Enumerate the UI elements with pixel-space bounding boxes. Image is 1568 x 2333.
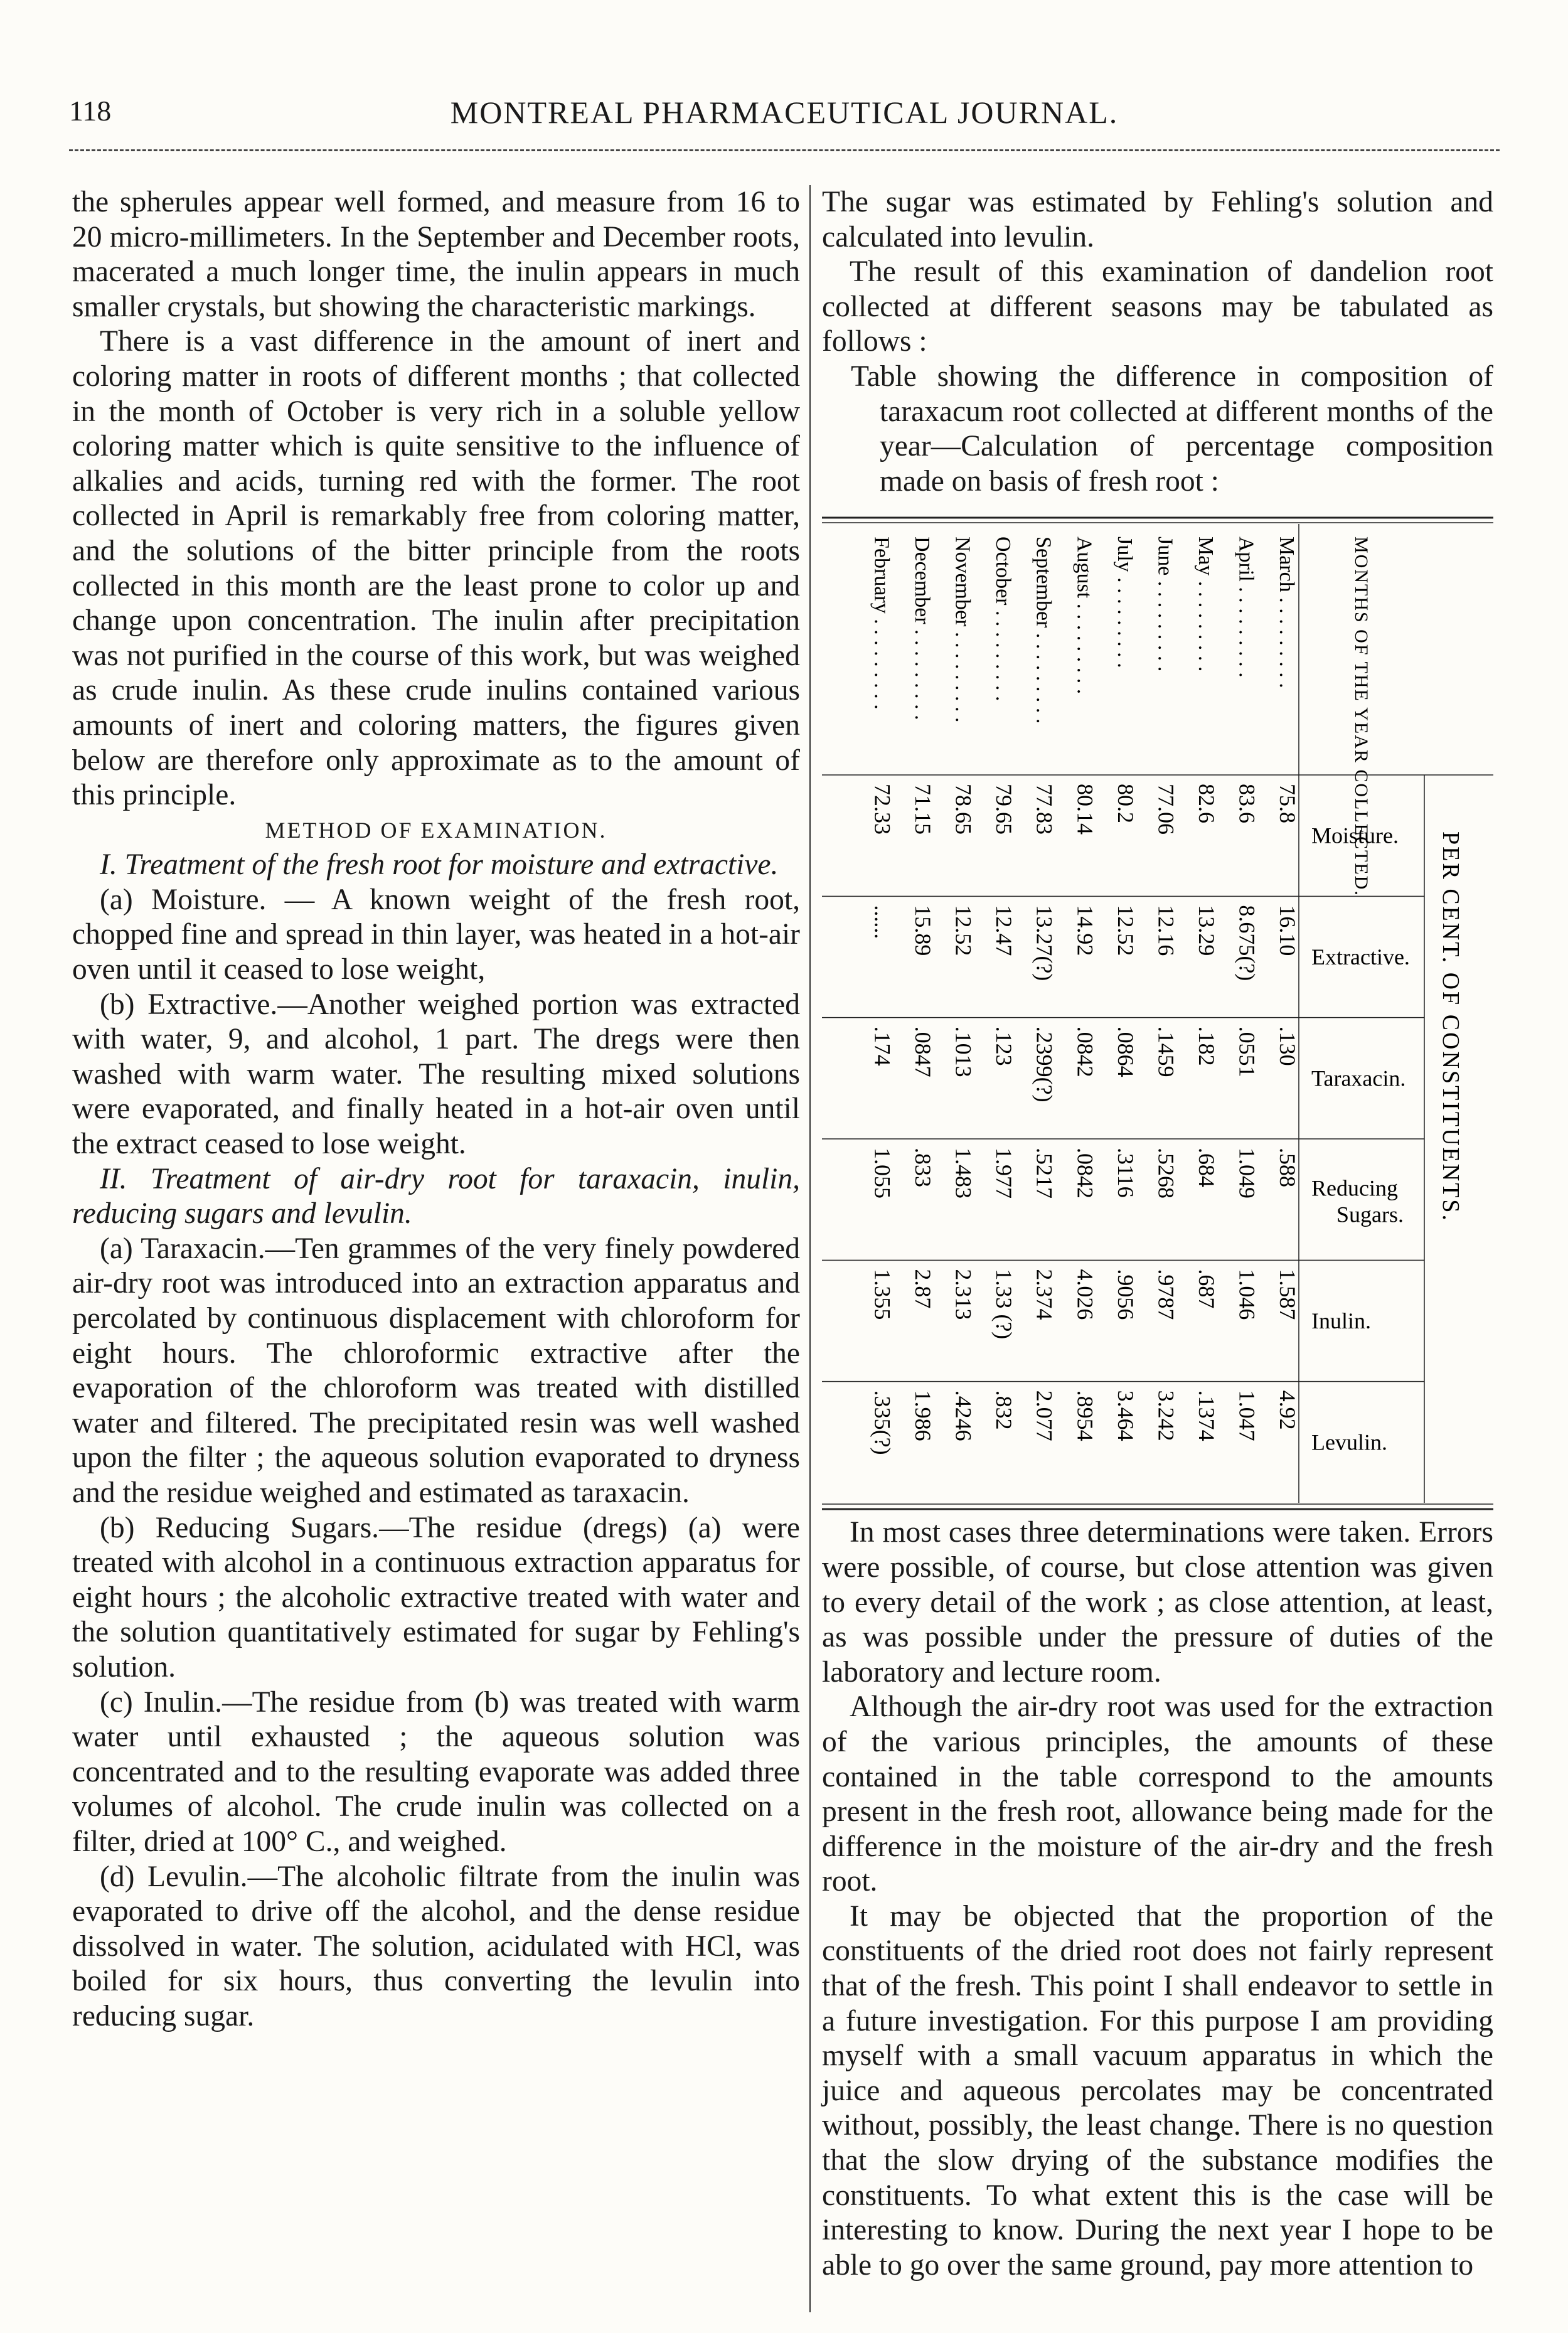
left-column [72,185,800,2034]
table-cell: .335(?) [870,1391,895,1455]
paragraph [72,1511,800,1685]
month-label: March . . . . . . . . . [1275,537,1298,689]
subsection-title [72,848,800,883]
item-text: —The alcoholic filtrate from the inulin was evaporated to drive off the alcohol, and the dense residue dissolved in water. The solution, acidulated with HCl, was boiled for six hours, thus converting the levulin into reducing sugar. [72,1860,800,2032]
subsection-title-text: I. Treatment of the fresh root for moisture and extractive. [100,848,779,882]
table-cell: .9056 [1112,1269,1138,1320]
right-column [822,185,1493,2283]
table-cell: 12.16 [1153,905,1179,956]
paragraph [72,988,800,1162]
table-cell: 14.92 [1072,905,1098,956]
table-cell: .588 [1275,1148,1300,1188]
column-divider [809,185,811,2312]
paragraph: the spherules appear well formed, and measure from 16 to 20 micro-millimeters. In the September and December roots, macerated a much longer time, the inulin appears in much smaller crystals, but showing the characteristic markings. [72,186,800,323]
page-header [69,94,1500,138]
month-label: October . . . . . . . . . [991,537,1015,702]
table-cell: .0864 [1112,1027,1138,1078]
item-text: —The residue (dregs) (a) were treated with alcohol in a continuous extraction apparatus for eight hours ; the alcoholic extractive treated with water and the solution quantitatively estimated for sugar by Fehling's solution. [72,1511,800,1684]
paragraph: The result of this examination of dandelion root collected at different seasons may be tabulated as follows : [822,255,1493,358]
paragraph: In most cases three determinations were taken. Errors were possible, of course, but close attention was given to every detail of the work ; as close attention, at least, as was possible under the pressure of duties of the laboratory and lecture room. [822,1516,1493,1689]
table-cell: 12.52 [951,905,976,956]
table-cell: 83.6 [1234,784,1260,824]
table-cell: .684 [1193,1148,1219,1188]
table-cell: 78.65 [951,784,976,835]
column-label: Reducing [1311,1176,1398,1202]
table-cell: .687 [1193,1269,1219,1309]
table-cell: 16.10 [1275,905,1300,956]
item-text: —The residue from (b) was treated with warm water until exhausted ; the aqueous solution was concentrated and to the resulting evaporate was added three volumes of alcohol. The crude inulin was collected on a filter, dried at 100° C., and weighed. [72,1685,800,1858]
table-cell: 13.27(?) [1032,905,1057,981]
table-cell: .3116 [1112,1148,1138,1199]
column-label: Taraxacin. [1311,1065,1406,1091]
item-label: (a) Moisture. [100,883,267,916]
month-label: December . . . . . . . . . [910,537,934,721]
paragraph [72,1860,800,2034]
table-cell: 1.355 [870,1269,895,1320]
table-cell: 77.06 [1153,784,1179,835]
column-label: Sugars. [1336,1202,1404,1228]
table-cell: 2.374 [1032,1269,1057,1320]
table-cell: .174 [870,1027,895,1067]
table-cell: 12.47 [991,905,1017,956]
column-label: Inulin. [1311,1308,1371,1334]
table-cell: .9787 [1153,1269,1179,1320]
table-cell: .2399(?) [1032,1027,1057,1102]
paragraph [72,1685,800,1860]
month-label: February . . . . . . . . . [870,537,893,710]
table-cell: .123 [991,1027,1017,1067]
item-text: —Ten grammes of the very finely powdered air-dry root was introduced into an extraction apparatus and percolated by continuous displacement with chloroform for eight hours. The chloroformic extractive after the evaporation of the chloroform was treated with distilled water and filtered. The precipitated resin was well washed upon the filter ; the aqueous solution evaporated to dryness and the residue weighed and estimated as taraxacin. [72,1232,800,1509]
table-cell: 2.87 [910,1269,936,1309]
month-label: June . . . . . . . . . [1153,537,1177,672]
table-cell: 80.2 [1112,784,1138,824]
table-cell: 1.049 [1234,1148,1260,1199]
table-cell: 1.986 [910,1391,936,1442]
table-cell: .0842 [1072,1027,1098,1078]
table-cell: .5268 [1153,1148,1179,1199]
table-cell: 1.047 [1234,1391,1260,1442]
item-label: (b) Extractive. [100,988,278,1021]
table-cell: 75.8 [1275,784,1300,824]
table-cell: 13.29 [1193,905,1219,956]
table-cell: .0842 [1072,1148,1098,1199]
subsection-title-text: II. Treatment of air-dry root for taraxacin, inulin, reducing sugars and levulin. [72,1162,800,1231]
section-heading: METHOD OF EXAMINATION. [265,817,607,843]
month-label: May . . . . . . . . . [1193,537,1217,672]
item-label: (d) Levulin. [100,1860,248,1893]
table-cell: .130 [1275,1027,1300,1067]
table-cell: 12.52 [1112,905,1138,956]
table-cell: .833 [910,1148,936,1188]
table-cell: 79.65 [991,784,1017,835]
table-cell: .0847 [910,1027,936,1078]
table-caption: Table showing the difference in composition of taraxacum root collected at different months of the year—Calculation of percentage composition made on basis of fresh root : [851,360,1493,498]
paragraph [72,883,800,988]
composition-table-graphic [822,511,1493,1515]
month-header: MONTHS OF THE YEAR COLLECTED. [1351,537,1372,897]
table-cell: .5217 [1032,1148,1057,1199]
group-header: PER CENT. OF CONSTITUENTS. [1437,831,1464,1223]
table-cell: .0551 [1234,1027,1260,1078]
table-cell: .4246 [951,1391,976,1442]
table-cell: .832 [991,1391,1017,1431]
paragraph: Although the air-dry root was used for the extraction of the various principles, the amounts of these contained in the table correspond to the amounts present in the fresh root, allowance being made for the difference in the moisture of the air-dry and the fresh root. [822,1690,1493,1898]
table-cell: ...... [870,905,895,939]
month-label: April . . . . . . . . . [1234,537,1258,678]
month-label: July . . . . . . . . . [1112,537,1136,669]
table-cell: 3.242 [1153,1391,1179,1442]
table-cell: .182 [1193,1027,1219,1067]
table-cell: 8.675(?) [1234,905,1260,981]
paragraph [72,1232,800,1511]
item-label: (a) Taraxacin. [100,1232,265,1265]
table-cell: 72.33 [870,784,895,835]
header-rule [69,149,1500,151]
table-cell: 3.464 [1112,1391,1138,1442]
month-label: August . . . . . . . . . [1072,537,1096,695]
table-cell: .1374 [1193,1391,1219,1442]
item-label: (c) Inulin. [100,1685,223,1719]
table-cell: 1.055 [870,1148,895,1199]
table-cell: 4.026 [1072,1269,1098,1320]
table-cell: 1.587 [1275,1269,1300,1320]
paragraph: The sugar was estimated by Fehling's solution and calculated into levulin. [822,186,1493,254]
column-label: Extractive. [1311,944,1410,970]
table-cell: 1.977 [991,1148,1017,1199]
paragraph: There is a vast difference in the amount of inert and coloring matter in roots of different months ; that collected in the month of October is very rich in a soluble yellow coloring matter which is quite sensitive to the influence of alkalies and acids, turning red with the former. The root collected in April is remarkably free from coloring matter, and the solutions of the bitter principle from the roots collected in this month are the least prone to color up and change upon concentration. The inulin after precipitation was not purified in the course of this work, but was weighed as crude inulin. As these crude inulins contained various amounts of inert and coloring matters, the figures given below are therefore only approximate as to the amount of this principle. [72,325,800,812]
item-text: — A known weight of the fresh root, chopped fine and spread in thin layer, was heated in a hot-air oven until it ceased to lose weight, [72,883,800,986]
table-cell: 15.89 [910,905,936,956]
table-cell: 1.33 (?) [991,1269,1017,1340]
subsection-title [72,1162,800,1232]
table-cell: 1.046 [1234,1269,1260,1320]
table-cell: 1.483 [951,1148,976,1199]
column-label: Levulin. [1311,1429,1387,1455]
composition-table [822,511,1493,1515]
item-label: (b) Reducing Sugars. [100,1511,380,1544]
column-label: Moisture. [1311,823,1399,849]
month-label: September . . . . . . . . . [1032,537,1055,724]
table-cell: .1013 [951,1027,976,1078]
table-cell: 77.83 [1032,784,1057,835]
month-label: November . . . . . . . . . [951,537,974,723]
table-cell: 80.14 [1072,784,1098,835]
table-cell: 4.92 [1275,1391,1300,1431]
table-cell: 2.077 [1032,1391,1057,1442]
table-cell: .8954 [1072,1391,1098,1442]
table-cell: 71.15 [910,784,936,835]
table-cell: 2.313 [951,1269,976,1320]
table-cell: .1459 [1153,1027,1179,1078]
page-number: 118 [69,95,112,127]
running-title: MONTREAL PHARMACEUTICAL JOURNAL. [450,95,1119,130]
paragraph: It may be objected that the proportion of the constituents of the dried root does not fairly represent that of the fresh. This point I shall endeavor to settle in a future investigation. For this purpose I am providing myself with a small vacuum apparatus in which the juice and aqueous percolates may be concentrated without, possibly, the least change. There is no question that the slow drying of the substance modifies the constituents. To what extent this is the case will be interesting to know. During the next year I hope to be able to go over the same ground, pay more attention to [822,1899,1493,2282]
table-cell: 82.6 [1193,784,1219,824]
item-text: —Another weighed portion was extracted with water, 9, and alcohol, 1 part. The dregs were then washed with warm water. The resulting mixed solutions were evaporated, and finally heated in a hot-air oven until the extract ceased to lose weight. [72,988,800,1161]
